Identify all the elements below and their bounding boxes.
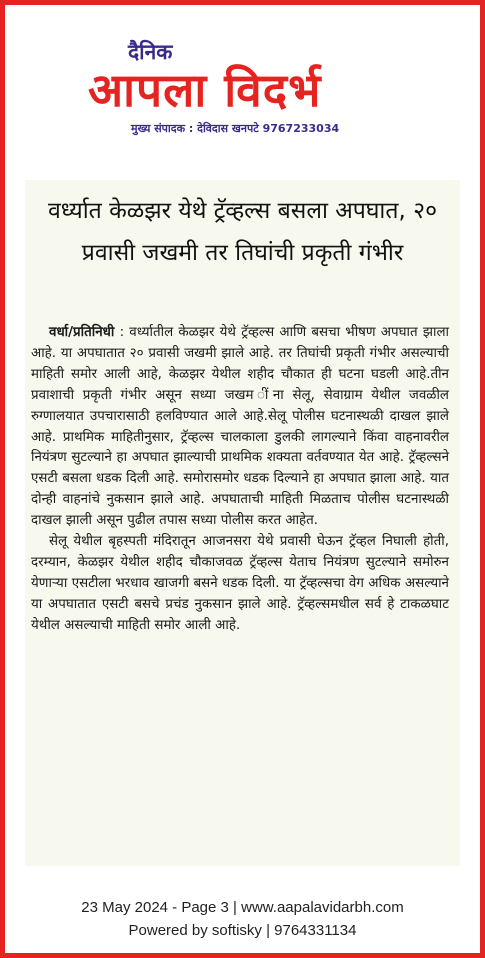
article-headline: वर्ध्यात केळझर येथे ट्रॅव्हल्स बसला अपघात, २० प्रवासी जखमी तर तिघांची प्रकृती गंभीर [47,198,438,266]
article-paragraph-1-text: : वर्ध्यातील केळझर येथे ट्रॅव्हल्स आणि बसचा भीषण अपघात झाला आहे. या अपघातात २० प्रवासी जखमी झाले आहे. तर तिघांची प्रकृती गंभीर असल्याची माहिती समोर आली आहे, केळझर येथील शहीद चौकात ही घटना घडली आहे.तीन प्रवाशाची प्रकृती गंभीर असून सध्या जखम ींना सेलू, सेवाग्राम येथील जवळील रुग्णालयात उपचारासाठी हलविण्यात आले आहे.सेलू पोलीस घटनास्थळी दाखल झाले आहे. प्राथमिक माहितीनुसार, ट्रॅव्हल्स चालकाला डुलकी लागल्याने किंवा वाहनावरील नियंत्रण सुटल्याने हा अपघात झाल्याची प्राथमिक शक्यता वर्तवण्यात येत आहे. ट्रॅव्हल्सने एसटी बसला धडक दिली आहे. समोरासमोर धडक दिल्याने हा अपघात झाला आहे. यात दोन्ही वाहनांचे नुकसान झाले आहे. अपघाताची माहिती मिळताच पोलीस घटनास्थळी दाखल झाली असून पुढील तपास सध्या पोलीस करत आहेत. [31,325,449,529]
article-paragraph-2: सेलू येथील बृहस्पती मंदिरातून आजनसरा येथे प्रवासी घेऊन ट्रॅव्हल निघाली होती, दरम्यान, केळझर येथील शहीद चौकाजवळ ट्रॅव्हल्स येताच नियंत्रण सुटल्याने समोरुन येणाऱ्या एसटीला भरधाव खाजगी बसने धडक दिली. या ट्रॅव्हल्सचा वेग अधिक असल्याने या अपघातात एसटी बसचे प्रचंड नुकसान झाले आहे. ट्रॅव्हल्समधील सर्व हे टाकळघाट येथील असल्याची माहिती समोर आली आहे. [31,534,449,633]
footer-date-page[interactable]: 23 May 2024 - Page 3 | www.aapalavidarbh.com [81,899,404,916]
article-body [31,323,449,637]
page-footer [0,896,485,942]
footer-powered-by: Powered by softisky | 9764331134 [128,922,357,939]
article-dateline: वर्धा/प्रतिनिधी [49,325,115,340]
masthead-editor: मुख्य संपादक : देविदास खनपटे 9767233034 [131,122,340,135]
masthead-daily: दैनिक [128,40,173,64]
article-paragraph-1 [31,323,449,532]
masthead-title: आपला विदर्भ [88,63,322,117]
